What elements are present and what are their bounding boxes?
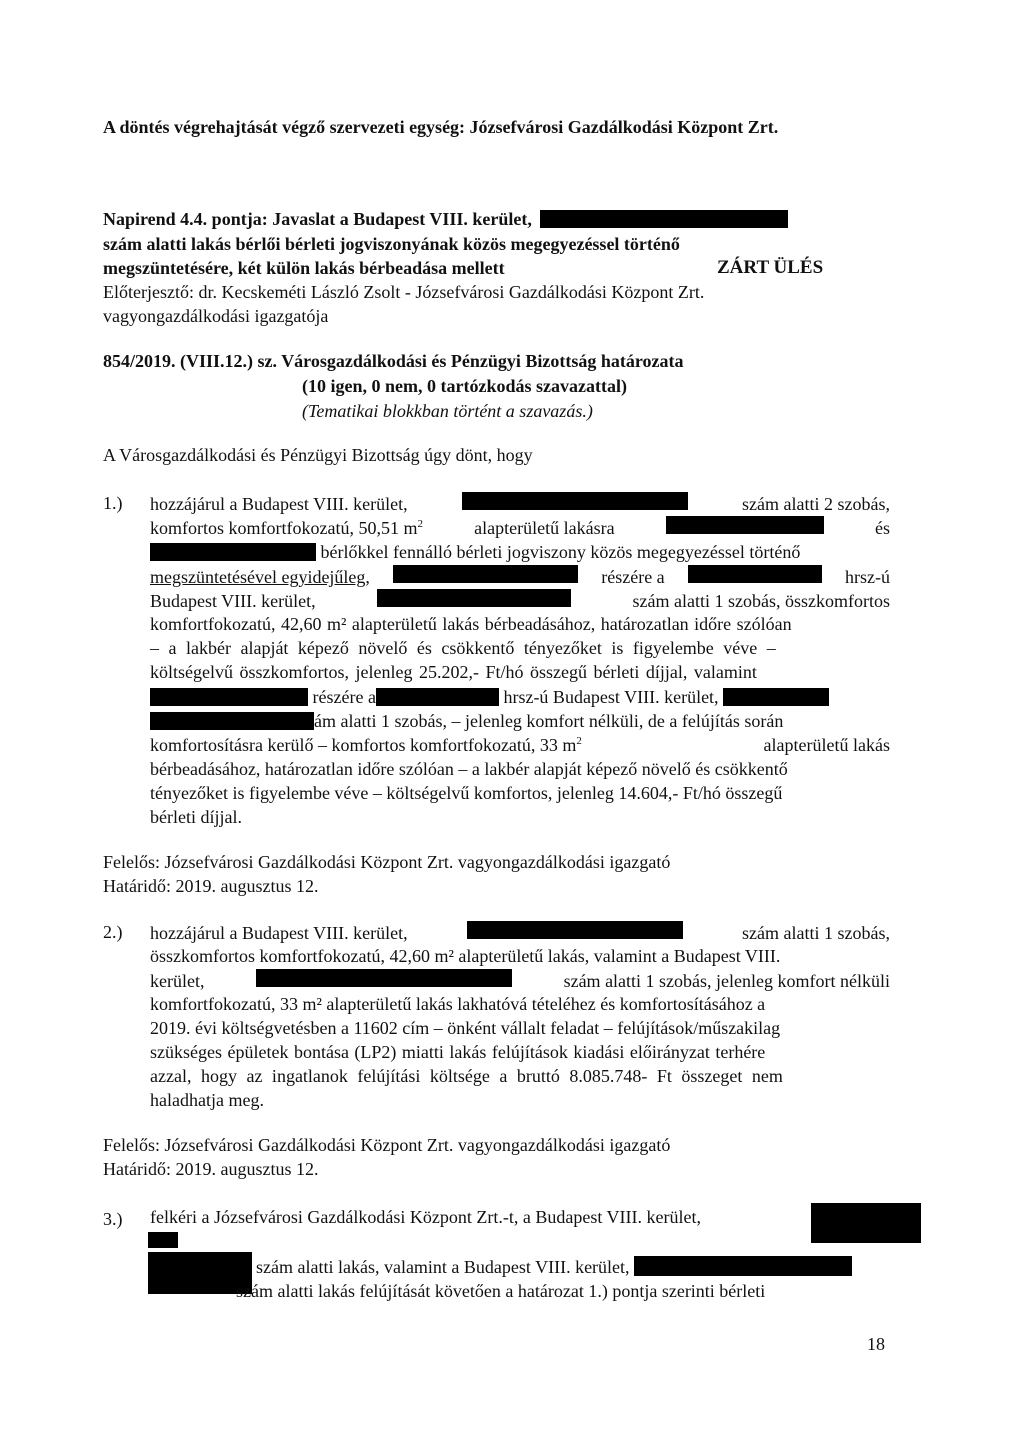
area-text: komfortos komfortfokozatú, 50,51 m — [150, 518, 418, 538]
point-1-line-6: komfortfokozatú, 42,60 m² alapterületű lakás bérbeadásához, határozatlan időre szólóan — [150, 614, 792, 634]
point-2-line-7: azzal, hogy az ingatlanok felújítási költsége a bruttó 8.085.748- Ft összeget nem — [150, 1066, 783, 1086]
point-2-line-5: 2019. évi költségvetésben a 11602 cím – önként vállalt feladat – felújítások/műszakilag — [150, 1018, 781, 1038]
point-1-line-10 — [150, 710, 783, 732]
redaction-bar — [811, 1203, 921, 1243]
redaction-bar — [688, 565, 822, 583]
text-fragment: szám alatti 2 szobás, — [742, 494, 890, 514]
point-1-line-7: – a lakbér alapját képező növelő és csökkentő tényezőket is figyelembe véve – — [150, 638, 776, 658]
redaction-bar — [540, 210, 788, 228]
redaction-bar — [150, 712, 314, 730]
point-1-deadline: Határidő: 2019. augusztus 12. — [103, 876, 319, 896]
redaction-bar — [150, 543, 316, 561]
text-fragment: megszüntetésével egyidejűleg, — [150, 567, 370, 587]
point-2-responsible: Felelős: Józsefvárosi Gazdálkodási Központ Zrt. vagyongazdálkodási igazgató — [103, 1135, 671, 1155]
redaction-bar — [393, 565, 578, 583]
text-fragment: hrsz-ú Budapest VIII. kerület, — [503, 687, 719, 707]
text-fragment — [150, 517, 423, 539]
text-fragment — [150, 734, 582, 756]
text-fragment: szám alatti 1 szobás, — [742, 923, 890, 943]
text-fragment: hozzájárul a Budapest VIII. kerület, — [150, 923, 408, 943]
text-fragment: szám alatti lakás, valamint a Budapest VIII. kerület, — [256, 1257, 630, 1277]
redaction-bar — [462, 492, 688, 510]
closed-session-label: ZÁRT ÜLÉS — [717, 257, 824, 278]
superscript: 2 — [576, 735, 582, 747]
redaction-bar — [148, 1232, 178, 1248]
redaction-bar — [723, 688, 829, 706]
point-2-number: 2.) — [103, 922, 123, 942]
resolution-number-text: 854/2019. (VIII.12.) sz. — [103, 351, 277, 371]
point-1-line-12: bérbeadásához, határozatlan időre szólóan – a lakbér alapját képező növelő és csökkentő — [150, 759, 788, 779]
point-2-line-3 — [150, 969, 890, 992]
point-1-line-8: költségelvű összkomfortos, jelenleg 25.202,- Ft/hó összegű bérleti díjjal, valamint — [150, 662, 757, 682]
redaction-bar — [150, 688, 308, 706]
agenda-title-text: Napirend 4.4. pontja: Javaslat a Budapest VIII. kerület, — [103, 209, 532, 229]
area-text: komfortosításra kerülő – komfortos komfortfokozatú, 33 m — [150, 735, 577, 755]
superscript: 2 — [417, 518, 423, 530]
text-fragment: szám alatti 1 szobás, jelenleg komfort nélküli — [563, 971, 890, 991]
executing-unit-line: A döntés végrehajtását végző szervezeti egység: Józsefvárosi Gazdálkodási Központ Zrt. — [103, 117, 779, 137]
point-3-line-1: felkéri a Józsefvárosi Gazdálkodási Központ Zrt.-t, a Budapest VIII. kerület, — [150, 1207, 701, 1227]
text-fragment: alapterületű lakás — [763, 735, 890, 755]
text-fragment: Budapest VIII. kerület, — [150, 591, 316, 611]
point-2-line-1 — [150, 921, 890, 944]
point-1-line-9 — [150, 686, 829, 708]
text-fragment: hrsz-ú — [845, 567, 890, 587]
text-fragment: részére a — [312, 687, 376, 707]
text-fragment: bérlőkkel fennálló bérleti jogviszony közös megegyezéssel történő — [320, 542, 801, 562]
point-2-line-2: összkomfortos komfortfokozatú, 42,60 m² alapterületű lakás, valamint a Budapest VIII. — [150, 946, 781, 966]
point-3-line-4: szám alatti lakás felújítását követően a határozat 1.) pontja szerinti bérleti — [236, 1281, 766, 1301]
redaction-bar — [376, 688, 499, 706]
resolution-title: Városgazdálkodási és Pénzügyi Bizottság határozata — [281, 351, 684, 371]
point-3-line-3 — [256, 1256, 852, 1278]
text-fragment: alapterületű lakásra — [474, 518, 615, 538]
vote-line: (10 igen, 0 nem, 0 tartózkodás szavazattal) — [302, 376, 627, 396]
agenda-line-1 — [103, 208, 788, 230]
agenda-line-2: szám alatti lakás bérlői bérleti jogviszonyának közös megegyezéssel történő — [103, 234, 680, 254]
text-fragment: részére a — [601, 567, 665, 587]
point-1-line-3 — [150, 541, 800, 563]
redaction-bar — [666, 516, 824, 534]
page-number: 18 — [867, 1334, 885, 1354]
resolution-number — [103, 350, 684, 372]
point-2-deadline: Határidő: 2019. augusztus 12. — [103, 1159, 319, 1179]
point-1-line-11 — [150, 734, 890, 756]
agenda-line-3: megszüntetésére, két külön lakás bérbeadása mellett — [103, 258, 505, 278]
point-1-line-1 — [150, 492, 890, 515]
resolution-intro: A Városgazdálkodási és Pénzügyi Bizottság úgy dönt, hogy — [103, 445, 533, 465]
point-1-line-2 — [150, 516, 890, 539]
point-2-line-8: haladhatja meg. — [150, 1090, 264, 1110]
point-1-line-14: bérleti díjjal. — [150, 807, 242, 827]
presenter-line: Előterjesztő: dr. Kecskeméti László Zsolt - Józsefvárosi Gazdálkodási Központ Zrt. — [103, 282, 705, 302]
redaction-bar — [377, 589, 571, 607]
redaction-bar — [634, 1256, 852, 1276]
redaction-bar — [467, 921, 683, 939]
point-3-number: 3.) — [103, 1209, 123, 1229]
vote-note: (Tematikai blokkban történt a szavazás.) — [302, 401, 593, 421]
text-fragment: és — [874, 518, 890, 538]
point-1-line-4 — [150, 565, 890, 588]
point-2-line-4: komfortfokozatú, 33 m² alapterületű lakás lakhatóvá tételéhez és komfortosításához a — [150, 994, 766, 1014]
text-fragment: ám alatti 1 szobás, – jelenleg komfort nélküli, de a felújítás során — [314, 711, 784, 731]
point-1-line-5 — [150, 589, 890, 612]
point-1-number: 1.) — [103, 493, 123, 513]
point-1-line-13: tényezőket is figyelembe véve – költségelvű komfortos, jelenleg 14.604,- Ft/hó összegű — [150, 783, 783, 803]
redaction-bar — [256, 969, 512, 987]
text-fragment: kerület, — [150, 971, 205, 991]
point-2-line-6: szükséges épületek bontása (LP2) miatti lakás felújítások kiadási előirányzat terhére — [150, 1042, 766, 1062]
point-1-responsible: Felelős: Józsefvárosi Gazdálkodási Központ Zrt. vagyongazdálkodási igazgató — [103, 852, 671, 872]
text-fragment: hozzájárul a Budapest VIII. kerület, — [150, 494, 408, 514]
presenter-role: vagyongazdálkodási igazgatója — [103, 306, 329, 326]
text-fragment: szám alatti 1 szobás, összkomfortos — [632, 591, 890, 611]
